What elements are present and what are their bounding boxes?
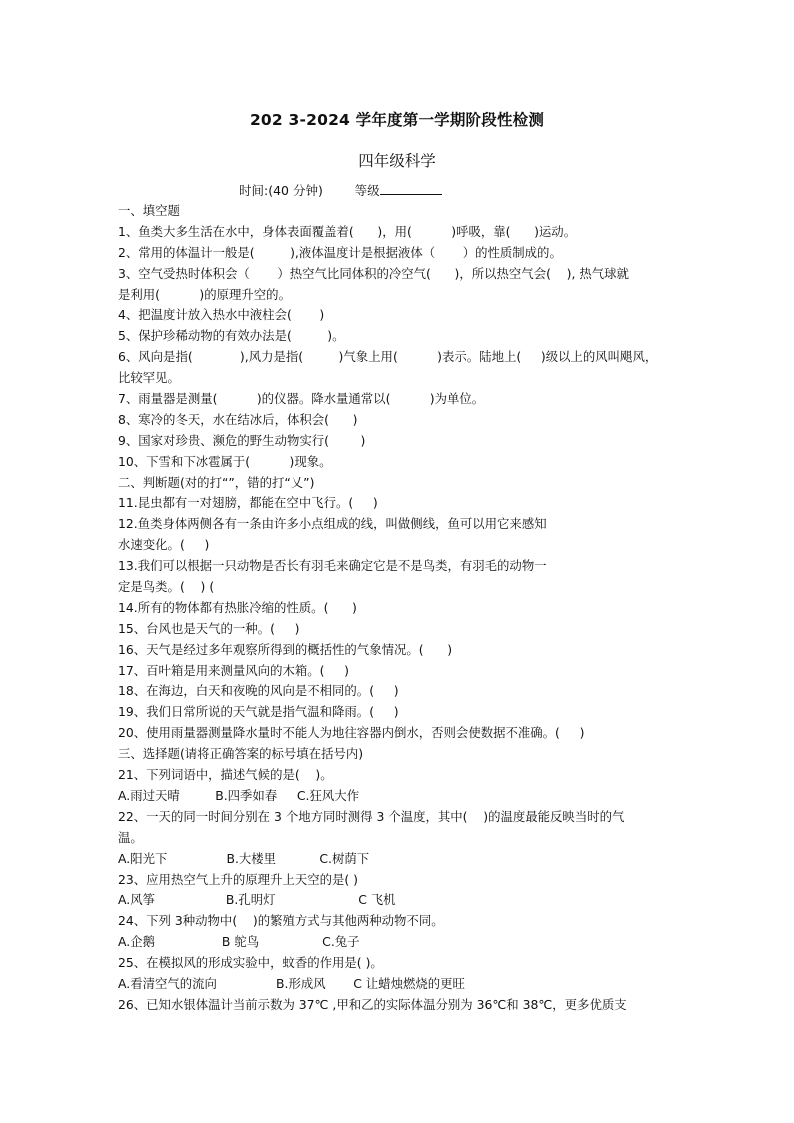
document-subtitle: 四年级科学 [358, 152, 436, 170]
question-line: 4、把温度计放入热水中液柱会( ) [118, 307, 325, 323]
question-line: 8、寒冷的冬天，水在结冰后，体积会( ) [118, 411, 358, 427]
question-line: 23、应用热空气上升的原理升上天空的是( ) [118, 871, 359, 887]
time-label: 时间:(40 分钟) [239, 183, 323, 198]
question-line: 15、台风也是天气的一种。( ) [118, 620, 300, 636]
question-body [118, 201, 688, 1016]
answer-options: A.雨过天晴 B.四季如春 C.狂风大作 [118, 787, 360, 803]
answer-options: A.看清空气的流向 B.形成风 C 让蜡烛燃烧的更旺 [118, 975, 465, 991]
question-line: 1、鱼类大多生活在水中，身体表面覆盖着( )，用( )呼吸，靠( )运动。 [118, 223, 577, 239]
document-title: 202 3-2024 学年度第一学期阶段性检测 [249, 111, 545, 129]
question-line: 17、百叶箱是用来测量风向的木箱。( ) [118, 662, 349, 678]
question-line: 定是鸟类。( ) ( [118, 579, 215, 595]
question-line: 22、一天的同一时间分别在 3 个地方同时测得 3 个温度，其中( )的温度最能反映当时的气 [118, 808, 625, 824]
question-line: 26、已知水银体温计当前示数为 37℃ ,甲和乙的实际体温分别为 36℃和 38℃，更多优质支 [118, 996, 627, 1012]
question-line: 9、国家对珍贵、濒危的野生动物实行( ) [118, 432, 366, 448]
question-line: 21、下列词语中，描述气候的是( )。 [118, 767, 333, 783]
question-line: 12.鱼类身体两侧各有一条由许多小点组成的线，叫做侧线，鱼可以用它来感知 [118, 516, 547, 532]
question-line: 25、在模拟风的形成实验中，蚊香的作用是( )。 [118, 955, 383, 971]
question-line: 19、我们日常所说的天气就是指气温和降雨。( ) [118, 704, 399, 720]
grade-label: 等级 [354, 183, 380, 198]
question-line: 10、下雪和下冰雹属于( )现象。 [118, 453, 332, 469]
question-line: 2、常用的体温计一般是( ),液体温度计是根据液体（ ）的性质制成的。 [118, 244, 562, 260]
answer-options: A.阳光下 B.大楼里 C.树荫下 [118, 850, 370, 866]
question-line: 24、下列 3种动物中( )的繁殖方式与其他两种动物不同。 [118, 913, 444, 929]
section-heading-choice: 三、选择题(请将正确答案的标号填在括号内) [118, 746, 364, 762]
answer-options: A.风筝 B.孔明灯 C 飞机 [118, 892, 396, 908]
question-line: 3、空气受热时体积会（ ）热空气比同体积的冷空气( )，所以热空气会( ), 热气球就 [118, 265, 629, 281]
question-line: 比较罕见。 [118, 370, 180, 386]
answer-options: A.企鹅 B 鸵鸟 C.兔子 [118, 934, 360, 950]
question-line: 温。 [118, 829, 143, 845]
question-line: 14.所有的物体都有热胀冷缩的性质。( ) [118, 599, 357, 615]
question-line: 20、使用雨量器测量降水量时不能人为地往容器内倒水，否则会使数据不准确。( ) [118, 725, 585, 741]
question-line: 18、在海边，白天和夜晚的风向是不相同的。( ) [118, 683, 399, 699]
question-line: 5、保护珍稀动物的有效办法是( )。 [118, 328, 345, 344]
exam-meta [239, 181, 442, 199]
question-line: 13.我们可以根据一只动物是否长有羽毛来确定它是不是鸟类，有羽毛的动物一 [118, 558, 547, 574]
section-heading-fill: 一、填空题 [118, 203, 180, 218]
question-line: 6、风向是指( ),风力是指( )气象上用( )表示。陆地上( )级以上的风叫飓风， [118, 349, 658, 365]
question-line: 11.昆虫都有一对翅膀，都能在空中飞行。( ) [118, 495, 378, 511]
section-heading-judge: 二、判断题(对的打“”，错的打“乂”) [118, 474, 315, 490]
question-line: 16、天气是经过多年观察所得到的概括性的气象情况。( ) [118, 641, 453, 657]
question-line: 水速变化。( ) [118, 537, 210, 553]
question-line: 7、雨量器是测量( )的仪器。降水量通常以( )为单位。 [118, 391, 485, 407]
grade-blank[interactable] [380, 182, 442, 195]
question-line: 是利用( )的原理升空的。 [118, 286, 291, 302]
